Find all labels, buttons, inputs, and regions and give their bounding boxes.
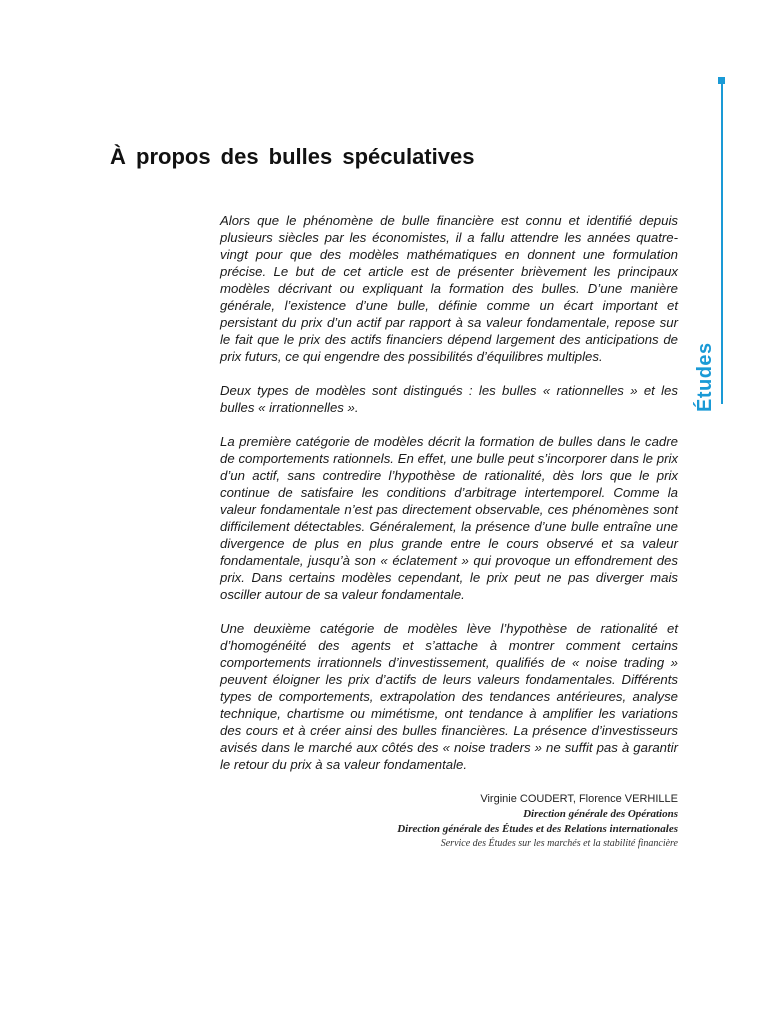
author-department-1: Direction générale des Opérations [523, 808, 678, 820]
side-tab-rule [721, 84, 723, 404]
paragraph-intro: Alors que le phénomène de bulle financière est connu et identifié depuis plusieurs siècles par les économistes, il a fallu attendre les années quatre-vingt pour que des modèles mathématiques en donnent une formulation précise. Le but de cet article est de présenter brièvement les principaux modèles décrivant ou expliquant la formation des bulles. D’une manière générale, l’existence d’une bulle, définie comme un écart important et persistant du prix d’un actif par rapport à sa valeur fondamentale, repose sur le fait que le prix des actifs financiers dépend largement des anticipations de prix futurs, ce qui engendre des possibilités d’équilibres multiples. [220, 213, 678, 364]
paragraph-types: Deux types de modèles sont distingués : les bulles « rationnelles » et les bulles « irrationnelles ». [220, 383, 678, 415]
author-service: Service des Études sur les marchés et la stabilité financière [440, 838, 678, 849]
section-label: Études [694, 342, 716, 412]
paragraph-irrational-bubbles: Une deuxième catégorie de modèles lève l’hypothèse de rationalité et d’homogénéité des agents et s’attache à montrer comment certains comportements irrationnels d’investissement, qualifiés de « noise trading » peuvent éloigner les prix d’actifs de leurs valeurs fondamentales. Différents types de comportements, extrapolation des tendances antérieures, analyse technique, chartisme ou mimétisme, ont tendance à amplifier les variations des cours et à créer ainsi des bulles financières. La présence d’investisseurs avisés dans le marché aux côtés des « noise traders » ne suffit pas à garantir le retour du prix à sa valeur fondamentale. [220, 621, 678, 772]
article-body [220, 212, 678, 790]
article-title: À propos des bulles spéculatives [110, 144, 475, 169]
author-department-2: Direction générale des Études et des Relations internationales [397, 823, 678, 835]
side-tab-marker [718, 77, 725, 84]
paragraph-rational-bubbles: La première catégorie de modèles décrit la formation de bulles dans le cadre de comportements rationnels. En effet, une bulle peut s’incorporer dans le prix d’un actif, sans contredire l’hypothèse de rationalité, dès lors que le prix continue de satisfaire les conditions d’arbitrage intertemporel. Comme la valeur fondamentale n’est pas directement observable, ces phénomènes sont difficilement détectables. Généralement, la présence d’une bulle entraîne une divergence de plus en plus grande entre le cours observé et sa valeur fondamentale, jusqu’à son « éclatement » qui provoque un effondrement des prix. Dans certains modèles cependant, le prix peut ne pas diverger mais osciller autour de sa valeur fondamentale. [220, 434, 678, 602]
author-signature [220, 792, 678, 851]
author-names: Virginie COUDERT, Florence VERHILLE [480, 793, 678, 805]
